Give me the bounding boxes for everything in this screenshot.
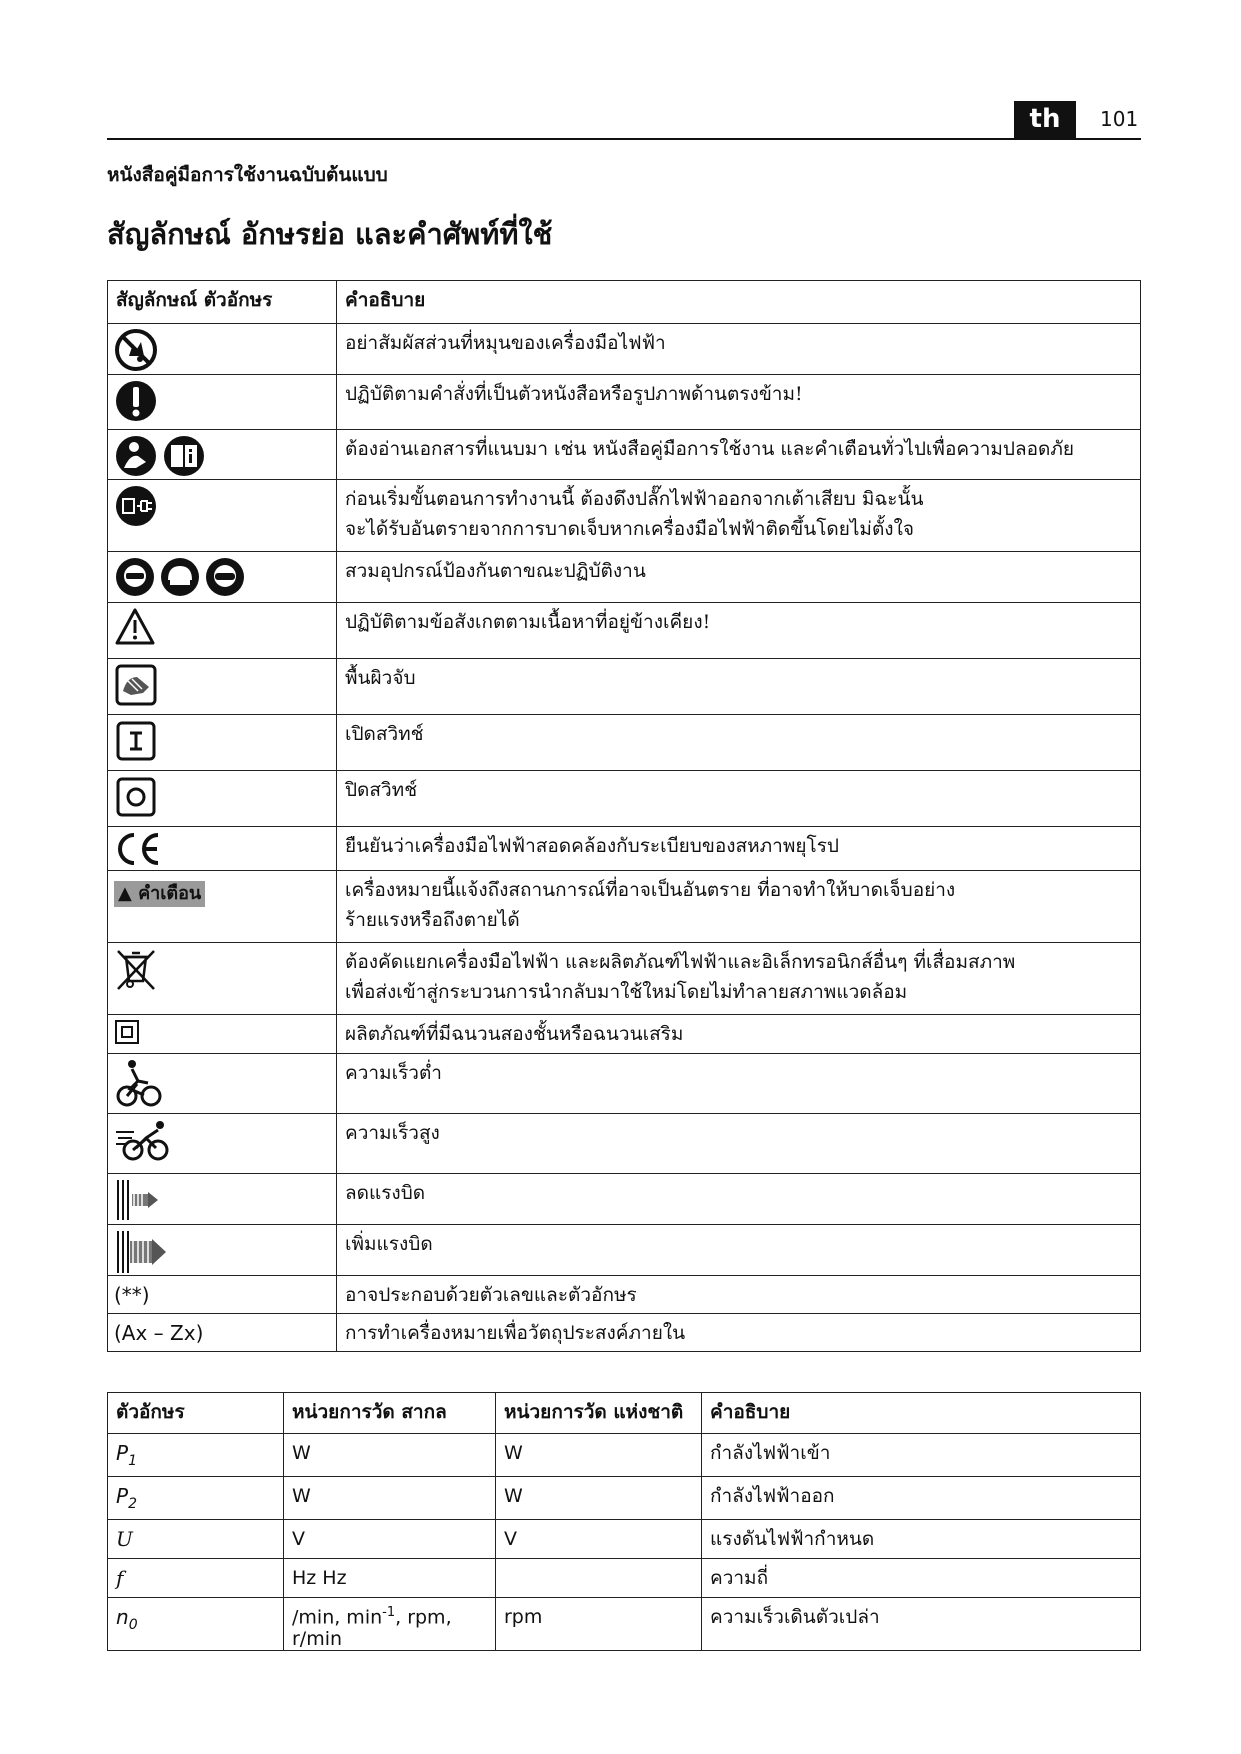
switch-off-icon [114,775,158,819]
table-row [108,1114,1141,1174]
header-description: คำอธิบาย [337,281,1141,324]
description-text: ความเร็วเดินตัวเปล่า [710,1605,880,1628]
header-symbol: สัญลักษณ์ ตัวอักษร [108,281,337,324]
symbol-cell [108,1276,337,1314]
description-cell [337,871,1141,943]
no-touch-rotating-parts-icon [114,328,158,372]
unit-text: /min, min [292,1605,383,1628]
units-table [107,1392,1141,1651]
abbr-cell [108,1519,284,1558]
description-cell [337,1314,1141,1352]
symbol-cell [108,827,337,871]
unit-superscript: -1 [382,1604,396,1620]
symbol-cell [108,603,337,659]
ce-mark-icon [114,831,164,867]
si-unit-cell [284,1558,496,1597]
description-text: การทำเครื่องหมายเพื่อวัตถุประสงค์ภายใน [345,1322,686,1344]
description-cell [337,827,1141,871]
symbol-cell [108,659,337,715]
symbol-cell [108,480,337,552]
table-row [108,480,1141,552]
table-row [108,659,1141,715]
unplug-icon [114,484,158,528]
table-row [108,375,1141,430]
table-row [108,1015,1141,1054]
description-cell [702,1476,1141,1519]
table-row [108,1174,1141,1225]
symbol-cell [108,324,337,375]
grip-surface-icon [114,663,158,707]
symbol-cell [108,1314,337,1352]
header-national-unit: หน่วยการวัด แห่งชาติ [496,1393,702,1434]
symbol-text: (Ax – Zx) [114,1321,204,1345]
description-text: ความถี่ [710,1566,769,1589]
symbols-table-header [108,281,1141,324]
description-cell [337,552,1141,603]
unit-text: W [292,1442,311,1464]
description-text: เพิ่มแรงบิด [345,1233,433,1255]
description-cell [337,1174,1141,1225]
description-cell [337,430,1141,480]
abbr-cell [108,1597,284,1650]
unit-text: W [292,1484,311,1507]
warning-triangle-icon [114,607,156,647]
header-si-unit: หน่วยการวัด สากล [284,1393,496,1434]
description-cell [337,375,1141,430]
abbr-cell [108,1476,284,1519]
description-text: กำลังไฟฟ้าออก [710,1484,835,1507]
abbr-subscript: 1 [128,1452,137,1469]
double-insulation-icon [114,1019,140,1045]
national-unit-cell [496,1476,702,1519]
description-text: จะได้รับอันตรายจากการบาดเจ็บหากเครื่องมือไฟฟ้าติดขึ้นโดยไม่ตั้งใจ [345,518,914,540]
mandatory-instruction-icon [114,379,158,423]
header-rule [107,138,1141,140]
switch-on-icon [114,719,158,763]
abbr-subscript: 0 [128,1616,138,1633]
description-cell [337,324,1141,375]
description-cell [337,943,1141,1015]
symbol-cell [108,1015,337,1054]
table-row [108,1434,1141,1477]
abbr-cell [108,1558,284,1597]
description-cell [337,1276,1141,1314]
units-table-header [108,1393,1141,1434]
high-speed-icon [114,1118,174,1164]
table-row [108,430,1141,480]
description-text: ก่อนเริ่มขั้นตอนการทำงานนี้ ต้องดึงปลั๊กไฟฟ้าออกจากเต้าเสียบ มิฉะนั้น [345,488,924,510]
table-row [108,715,1141,771]
table-row [108,603,1141,659]
symbol-cell [108,1225,337,1276]
description-text: ปฏิบัติตามคำสั่งที่เป็นตัวหนังสือหรือรูปภาพด้านตรงข้าม! [345,383,803,405]
description-text: ผลิตภัณฑ์ที่มีฉนวนสองชั้นหรือฉนวนเสริม [345,1023,684,1045]
description-text: อาจประกอบด้วยตัวเลขและตัวอักษร [345,1284,637,1306]
low-speed-icon [114,1058,164,1108]
description-text: ต้องอ่านเอกสารที่แนบมา เช่น หนังสือคู่มือการใช้งาน และคำเตือนทั่วไปเพื่อความปลอดภัย [345,438,1075,460]
unit-text: V [504,1527,517,1550]
weee-bin-icon [114,947,158,993]
description-text: ร้ายแรงหรือถึงตายได้ [345,909,520,931]
abbr-text: f [116,1565,124,1590]
description-text: แรงดันไฟฟ้ากำหนด [710,1527,875,1550]
description-cell [337,480,1141,552]
table-row [108,1054,1141,1114]
unit-text: rpm [504,1605,543,1628]
abbr-text: U [116,1526,133,1551]
read-manual-icon [114,434,208,478]
symbols-table [107,280,1141,1352]
table-row [108,771,1141,827]
description-text: ลดแรงบิด [345,1182,426,1204]
description-cell [337,1114,1141,1174]
header-description: คำอธิบาย [702,1393,1141,1434]
unit-text: W [504,1442,523,1464]
document-subtitle: หนังสือคู่มือการใช้งานฉบับต้นแบบ [107,164,388,186]
warning-label-text: คำเตือน [138,883,202,904]
si-unit-cell [284,1476,496,1519]
symbol-cell [108,1174,337,1225]
table-row [108,1225,1141,1276]
description-text: เพื่อส่งเข้าสู่กระบวนการนำกลับมาใช้ใหม่โดยไม่ทำลายสภาพแวดล้อม [345,981,908,1003]
description-text: เปิดสวิทช์ [345,723,424,745]
description-cell [702,1519,1141,1558]
national-unit-cell [496,1558,702,1597]
symbol-cell [108,375,337,430]
unit-text: V [292,1527,305,1550]
table-row [108,1314,1141,1352]
si-unit-cell [284,1519,496,1558]
symbol-cell [108,943,337,1015]
page-number: 101 [1100,107,1139,131]
description-text: อย่าสัมผัสส่วนที่หมุนของเครื่องมือไฟฟ้า [345,332,666,354]
table-row [108,1519,1141,1558]
description-text: ความเร็วสูง [345,1122,440,1144]
table-row [108,943,1141,1015]
document-title: สัญลักษณ์ อักษรย่อ และคำศัพท์ที่ใช้ [107,217,553,251]
abbr-subscript: 2 [128,1495,137,1512]
abbr-text: P [116,1441,129,1465]
description-cell [337,659,1141,715]
table-row [108,871,1141,943]
description-text: ปฏิบัติตามข้อสังเกตตามเนื้อหาที่อยู่ข้างเคียง! [345,611,711,633]
table-row [108,1558,1141,1597]
unit-text: r/min [292,1627,343,1650]
table-row [108,1476,1141,1519]
table-row [108,1597,1141,1650]
description-text: เครื่องหมายนี้แจ้งถึงสถานการณ์ที่อาจเป็นอันตราย ที่อาจทำให้บาดเจ็บอย่าง [345,879,956,901]
symbol-cell [108,871,337,943]
symbol-text: (**) [114,1283,150,1307]
si-unit-cell [284,1434,496,1477]
national-unit-cell [496,1434,702,1477]
protective-equipment-icon [114,556,254,598]
unit-text: W [504,1484,523,1507]
symbol-cell [108,715,337,771]
symbol-cell [108,430,337,480]
unit-text: Hz Hz [292,1566,347,1589]
description-text: ต้องคัดแยกเครื่องมือไฟฟ้า และผลิตภัณฑ์ไฟฟ้าและอิเล็กทรอนิกส์อื่นๆ ที่เสื่อมสภาพ [345,951,1016,973]
table-row [108,1276,1141,1314]
description-cell [702,1558,1141,1597]
description-text: ยืนยันว่าเครื่องมือไฟฟ้าสอดคล้องกับระเบียบของสหภาพยุโรป [345,835,839,857]
description-cell [337,603,1141,659]
table-row [108,552,1141,603]
language-badge: th [1014,101,1076,138]
high-torque-icon [114,1229,170,1275]
national-unit-cell [496,1597,702,1650]
description-text: ปิดสวิทช์ [345,779,418,801]
national-unit-cell [496,1519,702,1558]
abbr-cell [108,1434,284,1477]
symbol-cell [108,1054,337,1114]
description-cell [702,1597,1141,1650]
description-cell [337,771,1141,827]
description-text: ความเร็วต่ำ [345,1062,442,1084]
description-cell [337,1054,1141,1114]
abbr-text: n [116,1604,129,1629]
si-unit-cell [284,1597,496,1650]
warning-label-icon: ▲ คำเตือน [114,881,205,907]
low-torque-icon [114,1178,164,1222]
header-letter: ตัวอักษร [108,1393,284,1434]
description-text: กำลังไฟฟ้าเข้า [710,1442,831,1464]
description-cell [337,1225,1141,1276]
abbr-text: P [116,1483,129,1508]
description-cell [337,1015,1141,1054]
unit-text: , rpm, [395,1605,452,1628]
description-cell [337,715,1141,771]
symbol-cell [108,1114,337,1174]
description-text: สวมอุปกรณ์ป้องกันตาขณะปฏิบัติงาน [345,560,646,582]
symbol-cell [108,552,337,603]
symbol-cell [108,771,337,827]
description-cell [702,1434,1141,1477]
table-row [108,324,1141,375]
table-row [108,827,1141,871]
description-text: พื้นผิวจับ [345,667,416,689]
